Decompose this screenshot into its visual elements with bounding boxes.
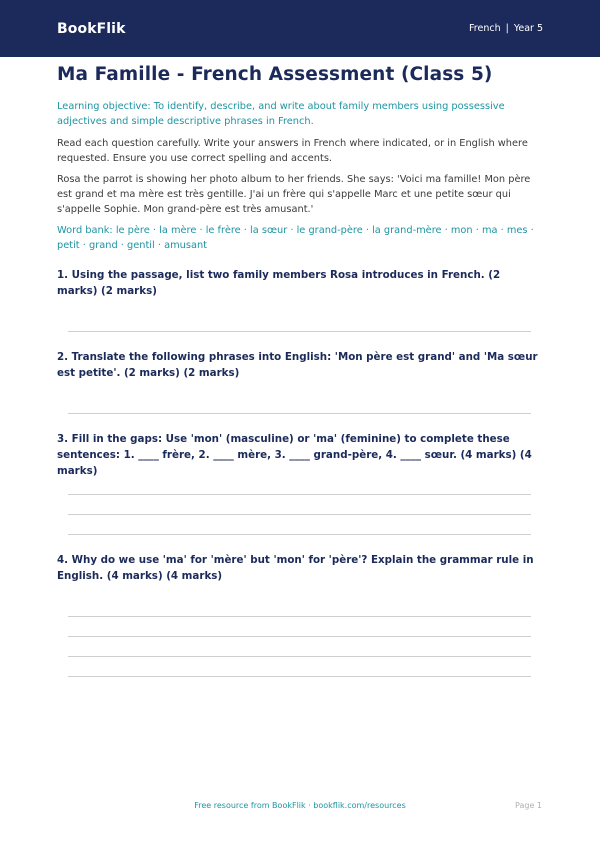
instructions-text: Read each question carefully. Write your answers in French where indicated, or in English where requested. Ensure you use correct spelling and accents. bbox=[57, 138, 528, 164]
answer-line[interactable] bbox=[68, 413, 531, 414]
answer-line[interactable] bbox=[68, 656, 531, 657]
header-bar bbox=[0, 0, 600, 57]
question-2: 2. Translate the following phrases into English: 'Mon père est grand' and 'Ma sœur est petite'. (2 marks) (2 marks) bbox=[57, 351, 538, 379]
word-bank: Word bank: le père · la mère · le frère · la sœur · le grand-père · la grand-mère · mon · ma · mes · petit · grand · gentil · amusant bbox=[57, 225, 534, 251]
learning-objective: Learning objective: To identify, describe, and write about family members using possessive adjectives and simple descriptive phrases in French. bbox=[57, 101, 505, 127]
answer-line[interactable] bbox=[68, 494, 531, 495]
meta-separator: | bbox=[505, 23, 509, 34]
footer-credit-link[interactable]: Free resource from BookFlik · bookflik.com/resources bbox=[194, 801, 406, 810]
header-meta bbox=[469, 23, 543, 34]
answer-line[interactable] bbox=[68, 676, 531, 677]
subject-label: French bbox=[469, 23, 501, 34]
answer-line[interactable] bbox=[68, 534, 531, 535]
page-title: Ma Famille - French Assessment (Class 5) bbox=[57, 64, 493, 85]
page-footer bbox=[0, 801, 600, 815]
reading-passage: Rosa the parrot is showing her photo album to her friends. She says: 'Voici ma famille! Mon père est grand et ma mère est très gentille. J'ai un frère qui s'appelle Marc et une petite sœur qui s'appelle Sophie. Mon grand-père est très amusant.' bbox=[57, 174, 531, 215]
answer-line[interactable] bbox=[68, 636, 531, 637]
answer-line[interactable] bbox=[68, 331, 531, 332]
year-label: Year 5 bbox=[513, 23, 543, 34]
answer-line[interactable] bbox=[68, 514, 531, 515]
page-number: Page 1 bbox=[515, 801, 542, 810]
question-3: 3. Fill in the gaps: Use 'mon' (masculine) or 'ma' (feminine) to complete these sentences: 1. ____ frère, 2. ____ mère, 3. ____ grand-père, 4. ____ sœur. (4 marks) (4 marks) bbox=[57, 433, 532, 477]
question-1: 1. Using the passage, list two family members Rosa introduces in French. (2 marks) (2 marks) bbox=[57, 269, 501, 297]
question-4: 4. Why do we use 'ma' for 'mère' but 'mon' for 'père'? Explain the grammar rule in English. (4 marks) (4 marks) bbox=[57, 554, 534, 582]
answer-line[interactable] bbox=[68, 616, 531, 617]
brand-logo-text[interactable]: BookFlik bbox=[57, 20, 126, 37]
